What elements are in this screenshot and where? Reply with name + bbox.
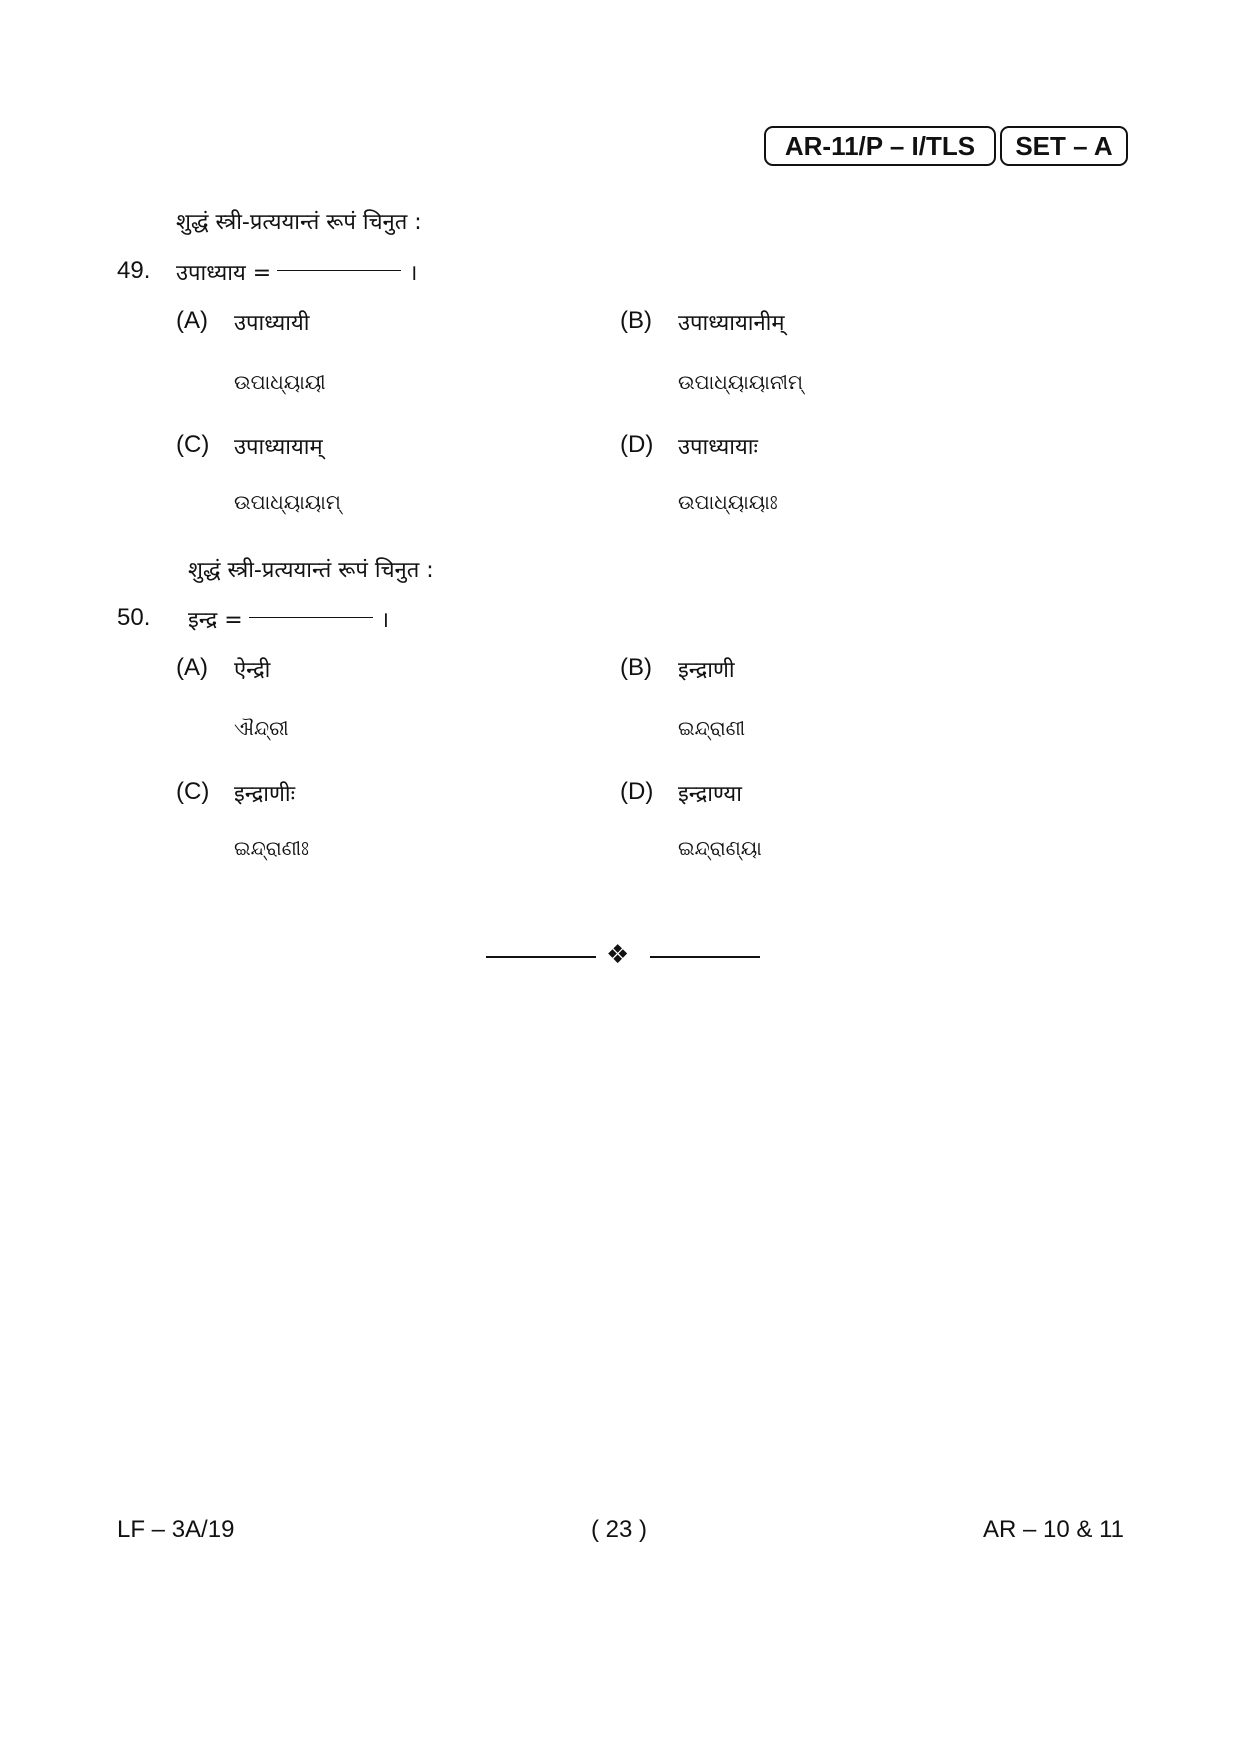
option-odia: ଐନ୍ଦ୍ରୀ [234, 716, 289, 740]
option-odia: ଇନ୍ଦ୍ରାଣୀଃ [234, 836, 309, 860]
option-odia: ଉପାଧ୍ୟାୟୀ [234, 370, 326, 394]
option-letter: (B) [620, 654, 652, 681]
option-letter: (A) [176, 307, 208, 334]
option-devanagari: उपाध्यायाम् [234, 435, 323, 460]
question-number: 49. [117, 257, 151, 284]
option-letter: (C) [176, 431, 210, 458]
page-number: ( 23 ) [591, 1516, 648, 1543]
option-letter: (D) [620, 431, 654, 458]
option-letter: (A) [176, 654, 208, 681]
question-stem: इन्द्र = [188, 608, 243, 633]
question-stem-line [176, 257, 418, 287]
option-odia: ଉପାଧ୍ୟାୟାମ୍ [234, 490, 341, 514]
option-odia: ଉପାଧ୍ୟାୟାନୀମ୍ [678, 370, 803, 394]
question-instruction: शुद्धं स्त्री-प्रत्ययान्तं रूपं चिनुत : [188, 558, 434, 583]
paper-code-box: AR-11/P – I/TLS [764, 126, 996, 166]
footer-left-code: LF – 3A/19 [117, 1516, 235, 1543]
danda-mark: । [380, 608, 390, 633]
option-devanagari: उपाध्यायानीम् [678, 311, 785, 336]
option-devanagari: इन्द्राणी [678, 658, 735, 683]
option-devanagari: उपाध्यायी [234, 311, 310, 336]
option-odia: ଇନ୍ଦ୍ରାଣୀ [678, 716, 746, 740]
answer-blank [249, 617, 373, 618]
question-stem: उपाध्याय = [176, 261, 272, 286]
set-code-box: SET – A [1000, 126, 1128, 166]
question-stem-line [188, 604, 389, 634]
ornament-icon: ❖ [606, 940, 630, 970]
option-letter: (B) [620, 307, 652, 334]
option-devanagari: इन्द्राणीः [234, 782, 296, 807]
option-devanagari: ऐन्द्री [234, 658, 271, 683]
option-devanagari: इन्द्राण्या [678, 782, 742, 807]
option-odia: ଉପାଧ୍ୟାୟାଃ [678, 490, 778, 514]
question-number: 50. [117, 604, 151, 631]
footer-right-code: AR – 10 & 11 [983, 1516, 1124, 1543]
answer-blank [277, 270, 401, 271]
danda-mark: । [409, 261, 418, 286]
divider-rule-left [486, 956, 596, 958]
question-instruction: शुद्धं स्त्री-प्रत्ययान्तं रूपं चिनुत : [176, 210, 422, 235]
option-letter: (D) [620, 778, 654, 805]
divider-rule-right [650, 956, 760, 958]
option-odia: ଇନ୍ଦ୍ରାଣ୍ୟା [678, 836, 762, 860]
option-devanagari: उपाध्यायाः [678, 435, 758, 460]
option-letter: (C) [176, 778, 210, 805]
